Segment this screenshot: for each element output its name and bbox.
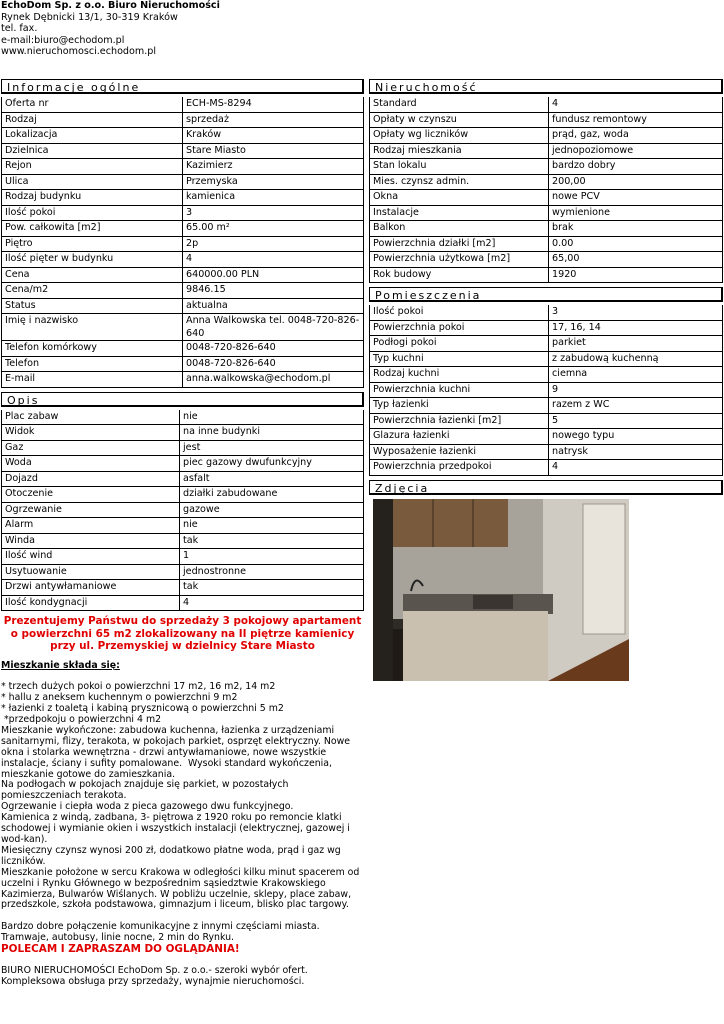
property-label: Powierzchnia użytkowa [m2]: [370, 252, 549, 268]
opis-label: Winda: [2, 533, 180, 549]
opis-label: Gaz: [2, 440, 180, 456]
property-label: Opłaty w czynszu: [370, 112, 549, 128]
property-row: [370, 267, 723, 283]
rooms-label: Rodzaj kuchni: [370, 367, 549, 383]
general-value: 9846.15: [183, 283, 364, 299]
general-value: sprzedaż: [183, 112, 364, 128]
rooms-row: [370, 429, 723, 445]
rooms-value: razem z WC: [549, 398, 723, 414]
description-line: * trzech dużych pokoi o powierzchni 17 m2, 16 m2, 14 m2: [1, 681, 276, 693]
general-label: Lokalizacja: [2, 128, 183, 144]
general-row: [2, 128, 364, 144]
general-value: Przemyska: [183, 174, 364, 190]
rooms-row: [370, 305, 723, 320]
rooms-label: Powierzchnia pokoi: [370, 320, 549, 336]
opis-label: Widok: [2, 425, 180, 441]
general-value: anna.walkowska@echodom.pl: [183, 372, 364, 388]
property-row: [370, 221, 723, 237]
opis-row: [2, 580, 364, 596]
rooms-label: Wyposażenie łazienki: [370, 444, 549, 460]
opis-value: jest: [180, 440, 364, 456]
description-line: Miesięczny czynsz wynosi 200 zł, dodatkowo płatne woda, prąd i gaz wg liczników.: [1, 844, 344, 867]
description-line: Mieszkanie położone w sercu Krakowa w odległości kilku minut spacerem od uczelni i Rynku Głównego w bezpośrednim sąsiedztwie Krakowskiego Kazimierza, Bulwarów Wiślanych. W pobliżu uczelnie, sklepy, place zabaw, przedszkole, szkoła podstawowa, gimnazjum i liceum, blisko plac targowy.: [1, 866, 363, 911]
rooms-value: nowego typu: [549, 429, 723, 445]
general-value: 4: [183, 252, 364, 268]
general-label: Telefon komórkowy: [2, 341, 183, 357]
property-row: [370, 190, 723, 206]
general-label: Dzielnica: [2, 143, 183, 159]
property-label: Okna: [370, 190, 549, 206]
rooms-row: [370, 444, 723, 460]
general-value: Stare Miasto: [183, 143, 364, 159]
kitchen-photo-image: [373, 499, 629, 681]
general-label: Pow. całkowita [m2]: [2, 221, 183, 237]
general-row: [2, 221, 364, 237]
property-value: 0.00: [549, 236, 723, 252]
footer-text: BIURO NIERUCHOMOŚCI EchoDom Sp. z o.o.- szeroki wybór ofert. Kompleksowa obsługa przy sprzedaży, wynajmie nieruchomości.: [1, 964, 308, 987]
property-value: fundusz remontowy: [549, 112, 723, 128]
agency-header: [1, 0, 220, 58]
general-value: 0048-720-826-640: [183, 341, 364, 357]
opis-label: Woda: [2, 456, 180, 472]
general-row: [2, 190, 364, 206]
general-value: Anna Walkowska tel. 0048-720-826-640: [183, 314, 364, 341]
description-line: Kamienica z windą, zadbana, 3- piętrowa z 1920 roku po remoncie klatki schodowej i wymianie okien i wszystkich instalacji (elektrycznej, gazowej i wod-kan).: [1, 812, 353, 845]
general-label: Telefon: [2, 356, 183, 372]
general-row: [2, 372, 364, 388]
property-label: Mies. czynsz admin.: [370, 174, 549, 190]
general-value: aktualna: [183, 298, 364, 314]
property-row: [370, 236, 723, 252]
opis-value: piec gazowy dwufunkcyjny: [180, 456, 364, 472]
opis-label: Usytuowanie: [2, 564, 180, 580]
property-value: 200,00: [549, 174, 723, 190]
company-website[interactable]: www.nieruchomosci.echodom.pl: [1, 46, 157, 58]
opis-value: 4: [180, 595, 364, 611]
general-value: 65.00 m²: [183, 221, 364, 237]
rooms-row: [370, 320, 723, 336]
description-line: * łazienki z toaletą i kabiną prysznicową o powierzchni 5 m2: [1, 703, 284, 715]
rooms-row: [370, 336, 723, 352]
rooms-label: Typ kuchni: [370, 351, 549, 367]
general-row: [2, 174, 364, 190]
property-value: brak: [549, 221, 723, 237]
general-row: [2, 314, 364, 341]
property-value: jednopoziomowe: [549, 143, 723, 159]
description: [1, 661, 364, 988]
general-label: Ilość pięter w budynku: [2, 252, 183, 268]
opis-label: Ogrzewanie: [2, 502, 180, 518]
rooms-label: Typ łazienki: [370, 398, 549, 414]
property-label: Standard: [370, 97, 549, 112]
general-value: 0048-720-826-640: [183, 356, 364, 372]
property-row: [370, 205, 723, 221]
opis-value: nie: [180, 518, 364, 534]
general-label: Imię i nazwisko: [2, 314, 183, 341]
description-line: Na podłogach w pokojach znajduje się parkiet, w pozostałych pomieszczeniach terakota.: [1, 779, 292, 802]
opis-value: działki zabudowane: [180, 487, 364, 503]
general-row: [2, 205, 364, 221]
general-label: Status: [2, 298, 183, 314]
general-label: Cena: [2, 267, 183, 283]
opis-value: tak: [180, 533, 364, 549]
opis-value: nie: [180, 410, 364, 425]
company-fax: tel. fax.: [1, 23, 38, 35]
general-value: 640000.00 PLN: [183, 267, 364, 283]
property-label: Rodzaj mieszkania: [370, 143, 549, 159]
description-line: Ogrzewanie i ciepła woda z pieca gazowego dwu funkcyjnego.: [1, 801, 294, 813]
company-address: Rynek Dębnicki 13/1, 30-319 Kraków: [1, 11, 178, 23]
company-email[interactable]: e-mail:biuro@echodom.pl: [1, 34, 125, 46]
opis-label: Ilość kondygnacji: [2, 595, 180, 611]
composition-heading: Mieszkanie składa się:: [1, 659, 120, 671]
general-row: [2, 112, 364, 128]
section-property-title: Nieruchomość: [369, 79, 723, 94]
rooms-value: 9: [549, 382, 723, 398]
rooms-label: Ilość pokoi: [370, 305, 549, 320]
rooms-row: [370, 367, 723, 383]
general-value: kamienica: [183, 190, 364, 206]
property-value: nowe PCV: [549, 190, 723, 206]
opis-row: [2, 425, 364, 441]
general-label: Ulica: [2, 174, 183, 190]
opis-label: Alarm: [2, 518, 180, 534]
property-row: [370, 252, 723, 268]
property-row: [370, 143, 723, 159]
opis-value: gazowe: [180, 502, 364, 518]
opis-label: Dojazd: [2, 471, 180, 487]
property-label: Powierzchnia działki [m2]: [370, 236, 549, 252]
general-label: E-mail: [2, 372, 183, 388]
invite-text: POLECAM I ZAPRASZAM DO OGLĄDANIA!: [1, 943, 240, 956]
general-value: Kraków: [183, 128, 364, 144]
section-opis-title: Opis: [1, 392, 364, 407]
rooms-value: parkiet: [549, 336, 723, 352]
general-label: Rodzaj budynku: [2, 190, 183, 206]
property-label: Instalacje: [370, 205, 549, 221]
general-row: [2, 283, 364, 299]
general-row: [2, 341, 364, 357]
property-row: [370, 128, 723, 144]
description-line: *przedpokoju o powierzchni 4 m2: [1, 714, 162, 726]
rooms-row: [370, 460, 723, 476]
opis-row: [2, 518, 364, 534]
opis-row: [2, 502, 364, 518]
rooms-label: Podłogi pokoi: [370, 336, 549, 352]
description-line: Mieszkanie wykończone: zabudowa kuchenna, łazienka z urządzeniami sanitarnymi, flizy, terakota, w pokojach parkiet, osprzęt elektryczny. Nowe okna i stolarka wewnętrzna - drzwi antywłamaniowe, nowe wszystkie instalacje, ściany i sufity pomalowane. Wysoki standard wykończenia, mieszkanie gotowe do zamieszkania.: [1, 724, 354, 780]
general-value: Kazimierz: [183, 159, 364, 175]
rooms-label: Powierzchnia kuchni: [370, 382, 549, 398]
general-label: Rodzaj: [2, 112, 183, 128]
general-label: Cena/m2: [2, 283, 183, 299]
general-value: ECH-MS-8294: [183, 97, 364, 112]
general-label: Rejon: [2, 159, 183, 175]
promo-text: Prezentujemy Państwu do sprzedaży 3 pokojowy apartament o powierzchni 65 m2 zlokalizowany na II piętrze kamienicy przy ul. Przemyskiej w dzielnicy Stare Miasto: [3, 615, 362, 652]
property-row: [370, 97, 723, 112]
property-row: [370, 112, 723, 128]
general-row: [2, 356, 364, 372]
opis-row: [2, 487, 364, 503]
property-value: 65,00: [549, 252, 723, 268]
general-value: 2p: [183, 236, 364, 252]
section-rooms-title: Pomieszczenia: [369, 287, 723, 302]
opis-row: [2, 456, 364, 472]
property-value: 4: [549, 97, 723, 112]
property-value: bardzo dobry: [549, 159, 723, 175]
rooms-value: 3: [549, 305, 723, 320]
property-row: [370, 159, 723, 175]
description-line: * hallu z aneksem kuchennym o powierzchni 9 m2: [1, 692, 238, 704]
general-row: [2, 97, 364, 112]
company-name: EchoDom Sp. z o.o. Biuro Nieruchomości: [1, 0, 220, 11]
opis-label: Ilość wind: [2, 549, 180, 565]
rooms-value: natrysk: [549, 444, 723, 460]
general-row: [2, 159, 364, 175]
property-value: 1920: [549, 267, 723, 283]
rooms-label: Glazura łazienki: [370, 429, 549, 445]
opis-row: [2, 564, 364, 580]
opis-row: [2, 440, 364, 456]
rooms-row: [370, 398, 723, 414]
left-column: [1, 79, 364, 988]
property-value: wymienione: [549, 205, 723, 221]
opis-row: [2, 595, 364, 611]
general-table: [1, 97, 364, 388]
general-label: Ilość pokoi: [2, 205, 183, 221]
property-label: Opłaty wg liczników: [370, 128, 549, 144]
property-row: [370, 174, 723, 190]
opis-value: 1: [180, 549, 364, 565]
opis-row: [2, 533, 364, 549]
rooms-value: 17, 16, 14: [549, 320, 723, 336]
opis-row: [2, 471, 364, 487]
property-value: prąd, gaz, woda: [549, 128, 723, 144]
general-row: [2, 298, 364, 314]
rooms-row: [370, 351, 723, 367]
general-label: Piętro: [2, 236, 183, 252]
transport-text: Bardzo dobre połączenie komunikacyjne z innymi częściami miasta. Tramwaje, autobusy, linie nocne, 2 min do Rynku.: [1, 921, 320, 944]
opis-label: Plac zabaw: [2, 410, 180, 425]
rooms-row: [370, 413, 723, 429]
property-label: Stan lokalu: [370, 159, 549, 175]
kitchen-photo[interactable]: [373, 499, 629, 681]
property-label: Rok budowy: [370, 267, 549, 283]
rooms-row: [370, 382, 723, 398]
rooms-label: Powierzchnia przedpokoi: [370, 460, 549, 476]
rooms-label: Powierzchnia łazienki [m2]: [370, 413, 549, 429]
rooms-value: 4: [549, 460, 723, 476]
opis-row: [2, 410, 364, 425]
general-value: 3: [183, 205, 364, 221]
rooms-value: ciemna: [549, 367, 723, 383]
section-photos-title: Zdjęcia: [369, 480, 723, 495]
general-row: [2, 143, 364, 159]
right-column: [369, 79, 723, 681]
opis-table: [1, 410, 364, 612]
opis-value: jednostronne: [180, 564, 364, 580]
opis-row: [2, 549, 364, 565]
description-lines: [1, 682, 364, 911]
rooms-value: z zabudową kuchenną: [549, 351, 723, 367]
general-row: [2, 267, 364, 283]
opis-label: Drzwi antywłamaniowe: [2, 580, 180, 596]
section-general-title: Informacje ogólne: [1, 79, 364, 94]
rooms-value: 5: [549, 413, 723, 429]
opis-label: Otoczenie: [2, 487, 180, 503]
general-row: [2, 252, 364, 268]
general-row: [2, 236, 364, 252]
rooms-table: [369, 305, 723, 476]
property-table: [369, 97, 723, 283]
general-label: Oferta nr: [2, 97, 183, 112]
opis-value: asfalt: [180, 471, 364, 487]
opis-value: na inne budynki: [180, 425, 364, 441]
opis-value: tak: [180, 580, 364, 596]
property-label: Balkon: [370, 221, 549, 237]
